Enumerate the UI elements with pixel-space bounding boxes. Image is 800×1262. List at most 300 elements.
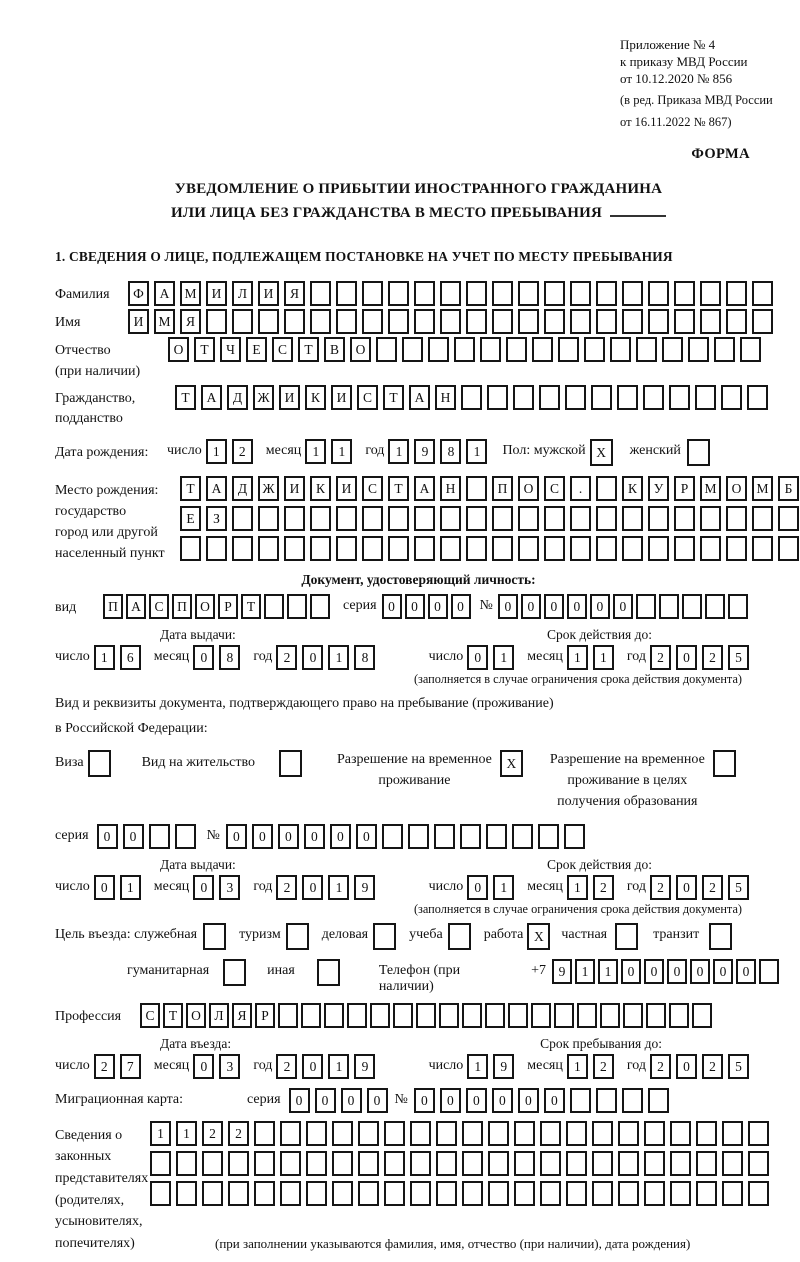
birthplace-cell[interactable] [622, 506, 643, 531]
digit-cell[interactable]: 2 [650, 1054, 671, 1079]
firstname-cell[interactable] [596, 309, 617, 334]
digit-cell[interactable]: 3 [219, 1054, 240, 1079]
birthplace-cell[interactable] [518, 506, 539, 531]
surname-cell[interactable]: Я [284, 281, 305, 306]
patronymic-cell[interactable] [376, 337, 397, 362]
digit-cell[interactable] [705, 594, 725, 619]
representative-cell[interactable] [280, 1151, 301, 1176]
birthplace-cell[interactable] [674, 506, 695, 531]
checkbox-cell[interactable] [448, 923, 471, 950]
representative-cell[interactable] [332, 1121, 353, 1146]
birthplace-cell[interactable] [388, 536, 409, 561]
firstname-cell[interactable] [700, 309, 721, 334]
digit-cell[interactable]: 0 [341, 1088, 362, 1113]
citizenship-cell[interactable] [565, 385, 586, 410]
representative-cell[interactable] [436, 1121, 457, 1146]
phone-digit-cell[interactable]: 0 [621, 959, 641, 984]
representative-cell[interactable] [592, 1151, 613, 1176]
profession-cell[interactable]: Я [232, 1003, 252, 1028]
patronymic-cell[interactable] [636, 337, 657, 362]
profession-cell[interactable] [416, 1003, 436, 1028]
representative-cell[interactable] [670, 1181, 691, 1206]
birthplace-cell[interactable]: Т [180, 476, 201, 501]
phone-digit-cell[interactable]: 0 [644, 959, 664, 984]
surname-cell[interactable] [674, 281, 695, 306]
digit-cell[interactable]: 7 [120, 1054, 141, 1079]
representative-cell[interactable] [254, 1151, 275, 1176]
digit-cell[interactable]: 0 [94, 875, 115, 900]
entry-day-input[interactable] [94, 1054, 146, 1079]
firstname-cell[interactable] [206, 309, 227, 334]
birthplace-cell[interactable]: М [700, 476, 721, 501]
birthplace-cell[interactable] [232, 506, 253, 531]
digit-cell[interactable]: 1 [567, 875, 588, 900]
checkbox-cell[interactable] [615, 923, 638, 950]
birthplace-cell[interactable]: С [362, 476, 383, 501]
profession-cell[interactable]: Р [255, 1003, 275, 1028]
patronymic-cell[interactable]: Т [194, 337, 215, 362]
digit-cell[interactable]: 0 [252, 824, 273, 849]
surname-input[interactable] [128, 281, 778, 306]
profession-cell[interactable] [669, 1003, 689, 1028]
birthplace-cell[interactable] [726, 536, 747, 561]
birthplace-cell[interactable]: Д [232, 476, 253, 501]
digit-cell[interactable]: 2 [276, 1054, 297, 1079]
citizenship-cell[interactable]: Т [383, 385, 404, 410]
birthplace-cell[interactable] [778, 536, 799, 561]
digit-cell[interactable]: 1 [466, 439, 487, 464]
checkbox-cell[interactable] [88, 750, 111, 777]
profession-cell[interactable]: Л [209, 1003, 229, 1028]
digit-cell[interactable]: 1 [593, 645, 614, 670]
firstname-cell[interactable] [362, 309, 383, 334]
surname-cell[interactable] [570, 281, 591, 306]
representative-cell[interactable] [202, 1181, 223, 1206]
representative-cell[interactable] [254, 1181, 275, 1206]
digit-cell[interactable]: 0 [123, 824, 144, 849]
representative-cell[interactable] [618, 1181, 639, 1206]
digit-cell[interactable]: 0 [590, 594, 610, 619]
birthplace-cell[interactable] [570, 536, 591, 561]
birthplace-cell[interactable] [258, 506, 279, 531]
checkbox-cell[interactable]: X [590, 439, 613, 466]
birthplace-cell[interactable] [492, 536, 513, 561]
digit-cell[interactable] [149, 824, 170, 849]
digit-cell[interactable] [538, 824, 559, 849]
digit-cell[interactable]: 0 [518, 1088, 539, 1113]
firstname-cell[interactable] [544, 309, 565, 334]
firstname-input[interactable] [128, 309, 778, 334]
surname-cell[interactable]: И [258, 281, 279, 306]
representative-cell[interactable] [748, 1121, 769, 1146]
patronymic-input[interactable] [168, 337, 766, 362]
digit-cell[interactable]: 8 [440, 439, 461, 464]
profession-cell[interactable]: Т [163, 1003, 183, 1028]
digit-cell[interactable]: 2 [650, 645, 671, 670]
issue-month-input[interactable] [193, 645, 245, 670]
birthplace-cell[interactable]: Н [440, 476, 461, 501]
citizenship-input[interactable] [175, 385, 773, 410]
profession-cell[interactable] [554, 1003, 574, 1028]
checkbox-cell[interactable]: X [500, 750, 523, 777]
representative-cell[interactable] [202, 1151, 223, 1176]
expiry-day-input[interactable] [467, 645, 519, 670]
birth-month-input[interactable] [305, 439, 357, 464]
birthplace-cell[interactable] [336, 506, 357, 531]
digit-cell[interactable]: 0 [492, 1088, 513, 1113]
patronymic-cell[interactable] [532, 337, 553, 362]
expiry-month-input[interactable] [567, 645, 619, 670]
digit-cell[interactable]: 1 [120, 875, 141, 900]
surname-cell[interactable] [362, 281, 383, 306]
representatives-row3-input[interactable] [150, 1181, 774, 1206]
birth-year-input[interactable] [388, 439, 492, 464]
digit-cell[interactable]: 2 [593, 875, 614, 900]
digit-cell[interactable]: 9 [354, 875, 375, 900]
surname-cell[interactable]: И [206, 281, 227, 306]
surname-cell[interactable]: Ф [128, 281, 149, 306]
digit-cell[interactable]: 0 [613, 594, 633, 619]
representatives-row1-input[interactable] [150, 1121, 774, 1146]
digit-cell[interactable]: 0 [676, 875, 697, 900]
representative-cell[interactable] [696, 1151, 717, 1176]
digit-cell[interactable]: 2 [276, 875, 297, 900]
representative-cell[interactable] [280, 1121, 301, 1146]
digit-cell[interactable]: 2 [232, 439, 253, 464]
representative-cell[interactable] [696, 1181, 717, 1206]
citizenship-cell[interactable]: А [409, 385, 430, 410]
patronymic-cell[interactable]: Т [298, 337, 319, 362]
digit-cell[interactable]: 0 [567, 594, 587, 619]
digit-cell[interactable]: 2 [702, 875, 723, 900]
digit-cell[interactable]: 0 [440, 1088, 461, 1113]
surname-cell[interactable] [596, 281, 617, 306]
representative-cell[interactable] [514, 1181, 535, 1206]
birthplace-cell[interactable] [414, 536, 435, 561]
birthplace-cell[interactable] [674, 536, 695, 561]
checkbox-cell[interactable] [203, 923, 226, 950]
representative-cell[interactable] [332, 1151, 353, 1176]
representative-cell[interactable] [358, 1181, 379, 1206]
firstname-cell[interactable] [674, 309, 695, 334]
citizenship-cell[interactable]: Н [435, 385, 456, 410]
birthplace-cell[interactable] [544, 536, 565, 561]
birthplace-cell[interactable] [258, 536, 279, 561]
birthplace-cell[interactable] [466, 506, 487, 531]
digit-cell[interactable]: 5 [728, 1054, 749, 1079]
representative-cell[interactable] [566, 1151, 587, 1176]
digit-cell[interactable]: 1 [206, 439, 227, 464]
firstname-cell[interactable] [492, 309, 513, 334]
digit-cell[interactable]: 0 [97, 824, 118, 849]
profession-cell[interactable] [508, 1003, 528, 1028]
birthplace-cell[interactable] [596, 476, 617, 501]
patronymic-cell[interactable] [610, 337, 631, 362]
issue-year-input[interactable] [276, 645, 380, 670]
representative-cell[interactable] [436, 1181, 457, 1206]
digit-cell[interactable]: 0 [193, 875, 214, 900]
birthplace-cell[interactable] [362, 506, 383, 531]
surname-cell[interactable] [492, 281, 513, 306]
citizenship-cell[interactable] [461, 385, 482, 410]
birthplace-cell[interactable]: К [622, 476, 643, 501]
representative-cell[interactable] [540, 1121, 561, 1146]
digit-cell[interactable]: 2 [276, 645, 297, 670]
patronymic-cell[interactable] [454, 337, 475, 362]
birthplace-cell[interactable] [752, 506, 773, 531]
profession-cell[interactable] [577, 1003, 597, 1028]
digit-cell[interactable]: 1 [567, 645, 588, 670]
profession-cell[interactable] [692, 1003, 712, 1028]
stay-expiry-day-input[interactable] [467, 875, 519, 900]
digit-cell[interactable]: 1 [567, 1054, 588, 1079]
representative-cell[interactable] [176, 1151, 197, 1176]
digit-cell[interactable]: 0 [498, 594, 518, 619]
birthplace-cell[interactable] [596, 536, 617, 561]
digit-cell[interactable]: 0 [304, 824, 325, 849]
checkbox-cell[interactable] [713, 750, 736, 777]
patronymic-cell[interactable] [428, 337, 449, 362]
patronymic-cell[interactable] [558, 337, 579, 362]
representative-cell[interactable] [592, 1181, 613, 1206]
birthplace-cell[interactable] [388, 506, 409, 531]
profession-cell[interactable] [600, 1003, 620, 1028]
digit-cell[interactable]: 0 [414, 1088, 435, 1113]
digit-cell[interactable]: 1 [493, 645, 514, 670]
surname-cell[interactable] [518, 281, 539, 306]
firstname-cell[interactable] [648, 309, 669, 334]
representative-cell[interactable] [410, 1121, 431, 1146]
representative-cell[interactable] [722, 1121, 743, 1146]
firstname-cell[interactable]: М [154, 309, 175, 334]
citizenship-cell[interactable] [669, 385, 690, 410]
digit-cell[interactable]: 1 [493, 875, 514, 900]
birthplace-cell[interactable] [284, 506, 305, 531]
birthplace-cell[interactable] [700, 536, 721, 561]
phone-digit-cell[interactable]: 0 [667, 959, 687, 984]
firstname-cell[interactable] [570, 309, 591, 334]
phone-digit-cell[interactable]: 0 [690, 959, 710, 984]
birthplace-cell[interactable] [440, 506, 461, 531]
representative-cell[interactable] [592, 1121, 613, 1146]
birthplace-cell[interactable]: М [752, 476, 773, 501]
representative-cell[interactable] [384, 1181, 405, 1206]
digit-cell[interactable]: 2 [702, 645, 723, 670]
birthplace-cell[interactable]: Б [778, 476, 799, 501]
digit-cell[interactable]: 0 [544, 1088, 565, 1113]
checkbox-cell[interactable] [286, 923, 309, 950]
birthplace-cell[interactable] [414, 506, 435, 531]
digit-cell[interactable] [636, 594, 656, 619]
citizenship-cell[interactable]: С [357, 385, 378, 410]
representative-cell[interactable] [566, 1181, 587, 1206]
firstname-cell[interactable]: Я [180, 309, 201, 334]
citizenship-cell[interactable] [695, 385, 716, 410]
doc-kind-cell[interactable] [287, 594, 307, 619]
birthplace-cell[interactable]: И [336, 476, 357, 501]
checkbox-cell[interactable] [687, 439, 710, 466]
firstname-cell[interactable] [310, 309, 331, 334]
digit-cell[interactable]: 2 [702, 1054, 723, 1079]
birthplace-cell[interactable]: З [206, 506, 227, 531]
doc-kind-cell[interactable]: Т [241, 594, 261, 619]
birthplace-cell[interactable]: А [206, 476, 227, 501]
surname-cell[interactable] [544, 281, 565, 306]
checkbox-cell[interactable] [709, 923, 732, 950]
profession-cell[interactable] [301, 1003, 321, 1028]
surname-cell[interactable] [414, 281, 435, 306]
representative-cell[interactable] [306, 1181, 327, 1206]
phone-digit-cell[interactable] [759, 959, 779, 984]
representative-cell[interactable]: 1 [150, 1121, 171, 1146]
profession-cell[interactable] [646, 1003, 666, 1028]
birthplace-cell[interactable] [648, 536, 669, 561]
digit-cell[interactable] [382, 824, 403, 849]
entry-year-input[interactable] [276, 1054, 380, 1079]
surname-cell[interactable] [752, 281, 773, 306]
phone-digit-cell[interactable]: 1 [598, 959, 618, 984]
surname-cell[interactable] [466, 281, 487, 306]
birthplace-cell[interactable] [622, 536, 643, 561]
birthplace-cell[interactable]: И [284, 476, 305, 501]
phone-input[interactable] [552, 959, 782, 984]
representative-cell[interactable] [410, 1151, 431, 1176]
citizenship-cell[interactable] [591, 385, 612, 410]
representative-cell[interactable] [436, 1151, 457, 1176]
digit-cell[interactable]: 0 [193, 645, 214, 670]
birthplace-cell[interactable] [752, 536, 773, 561]
patronymic-cell[interactable] [714, 337, 735, 362]
representative-cell[interactable] [462, 1181, 483, 1206]
digit-cell[interactable]: 0 [315, 1088, 336, 1113]
citizenship-cell[interactable] [617, 385, 638, 410]
surname-cell[interactable]: А [154, 281, 175, 306]
representative-cell[interactable] [306, 1121, 327, 1146]
stay-expiry-month-input[interactable] [567, 875, 619, 900]
patronymic-cell[interactable] [688, 337, 709, 362]
digit-cell[interactable]: 1 [305, 439, 326, 464]
representative-cell[interactable] [514, 1151, 535, 1176]
citizenship-cell[interactable]: Ж [253, 385, 274, 410]
migration-series-input[interactable] [289, 1088, 393, 1113]
birthplace-cell[interactable]: Р [674, 476, 695, 501]
visa-checkbox[interactable] [88, 750, 116, 777]
representative-cell[interactable] [176, 1181, 197, 1206]
representative-cell[interactable] [722, 1181, 743, 1206]
doc-kind-cell[interactable]: П [103, 594, 123, 619]
birthplace-cell[interactable] [206, 536, 227, 561]
firstname-cell[interactable] [752, 309, 773, 334]
birthplace-cell[interactable] [700, 506, 721, 531]
digit-cell[interactable]: 1 [328, 1054, 349, 1079]
digit-cell[interactable] [512, 824, 533, 849]
birthplace-row2-input[interactable] [180, 506, 800, 531]
birthplace-cell[interactable] [336, 536, 357, 561]
digit-cell[interactable] [659, 594, 679, 619]
digit-cell[interactable]: 0 [226, 824, 247, 849]
birthplace-cell[interactable] [596, 506, 617, 531]
doc-kind-cell[interactable]: П [172, 594, 192, 619]
profession-cell[interactable]: О [186, 1003, 206, 1028]
birthplace-cell[interactable]: Т [388, 476, 409, 501]
citizenship-cell[interactable] [487, 385, 508, 410]
birthplace-cell[interactable]: А [414, 476, 435, 501]
purpose-study-checkbox[interactable] [448, 923, 476, 950]
expiry-year-input[interactable] [650, 645, 754, 670]
birthplace-cell[interactable]: О [726, 476, 747, 501]
patronymic-cell[interactable] [740, 337, 761, 362]
purpose-work-checkbox[interactable] [527, 923, 555, 950]
patronymic-cell[interactable]: О [168, 337, 189, 362]
patronymic-cell[interactable]: В [324, 337, 345, 362]
digit-cell[interactable]: 0 [467, 875, 488, 900]
representative-cell[interactable] [228, 1181, 249, 1206]
profession-cell[interactable] [462, 1003, 482, 1028]
citizenship-cell[interactable]: И [279, 385, 300, 410]
purpose-transit-checkbox[interactable] [709, 923, 737, 950]
patronymic-cell[interactable] [506, 337, 527, 362]
birthplace-cell[interactable] [180, 536, 201, 561]
representative-cell[interactable] [488, 1151, 509, 1176]
representative-cell[interactable] [644, 1121, 665, 1146]
issue-day-input[interactable] [94, 645, 146, 670]
digit-cell[interactable]: 0 [302, 645, 323, 670]
digit-cell[interactable]: 3 [219, 875, 240, 900]
profession-cell[interactable] [393, 1003, 413, 1028]
digit-cell[interactable]: 0 [330, 824, 351, 849]
profession-cell[interactable] [324, 1003, 344, 1028]
citizenship-cell[interactable]: Т [175, 385, 196, 410]
sex-male-checkbox[interactable] [590, 439, 618, 466]
checkbox-cell[interactable] [317, 959, 340, 986]
digit-cell[interactable]: 0 [356, 824, 377, 849]
purpose-tourism-checkbox[interactable] [286, 923, 314, 950]
profession-cell[interactable] [370, 1003, 390, 1028]
birthplace-cell[interactable] [232, 536, 253, 561]
representative-cell[interactable] [150, 1151, 171, 1176]
citizenship-cell[interactable] [539, 385, 560, 410]
representative-cell[interactable] [540, 1181, 561, 1206]
birthplace-cell[interactable]: Е [180, 506, 201, 531]
representative-cell[interactable] [332, 1181, 353, 1206]
birthplace-cell[interactable] [310, 506, 331, 531]
checkbox-cell[interactable] [279, 750, 302, 777]
birth-day-input[interactable] [206, 439, 258, 464]
representative-cell[interactable] [566, 1121, 587, 1146]
digit-cell[interactable] [564, 824, 585, 849]
birthplace-cell[interactable] [466, 536, 487, 561]
doc-kind-cell[interactable]: С [149, 594, 169, 619]
representative-cell[interactable] [254, 1121, 275, 1146]
representative-cell[interactable] [696, 1121, 717, 1146]
firstname-cell[interactable] [414, 309, 435, 334]
patronymic-cell[interactable] [662, 337, 683, 362]
representative-cell[interactable] [514, 1121, 535, 1146]
surname-cell[interactable]: М [180, 281, 201, 306]
representative-cell[interactable] [462, 1121, 483, 1146]
stay-expiry-year-input[interactable] [650, 875, 754, 900]
digit-cell[interactable] [175, 824, 196, 849]
profession-cell[interactable]: С [140, 1003, 160, 1028]
digit-cell[interactable]: 1 [94, 645, 115, 670]
birthplace-cell[interactable] [726, 506, 747, 531]
digit-cell[interactable] [622, 1088, 643, 1113]
temp-permit-checkbox[interactable] [500, 750, 528, 777]
phone-digit-cell[interactable]: 0 [713, 959, 733, 984]
edu-permit-checkbox[interactable] [713, 750, 741, 777]
checkbox-cell[interactable]: X [527, 923, 550, 950]
birthplace-cell[interactable] [310, 536, 331, 561]
